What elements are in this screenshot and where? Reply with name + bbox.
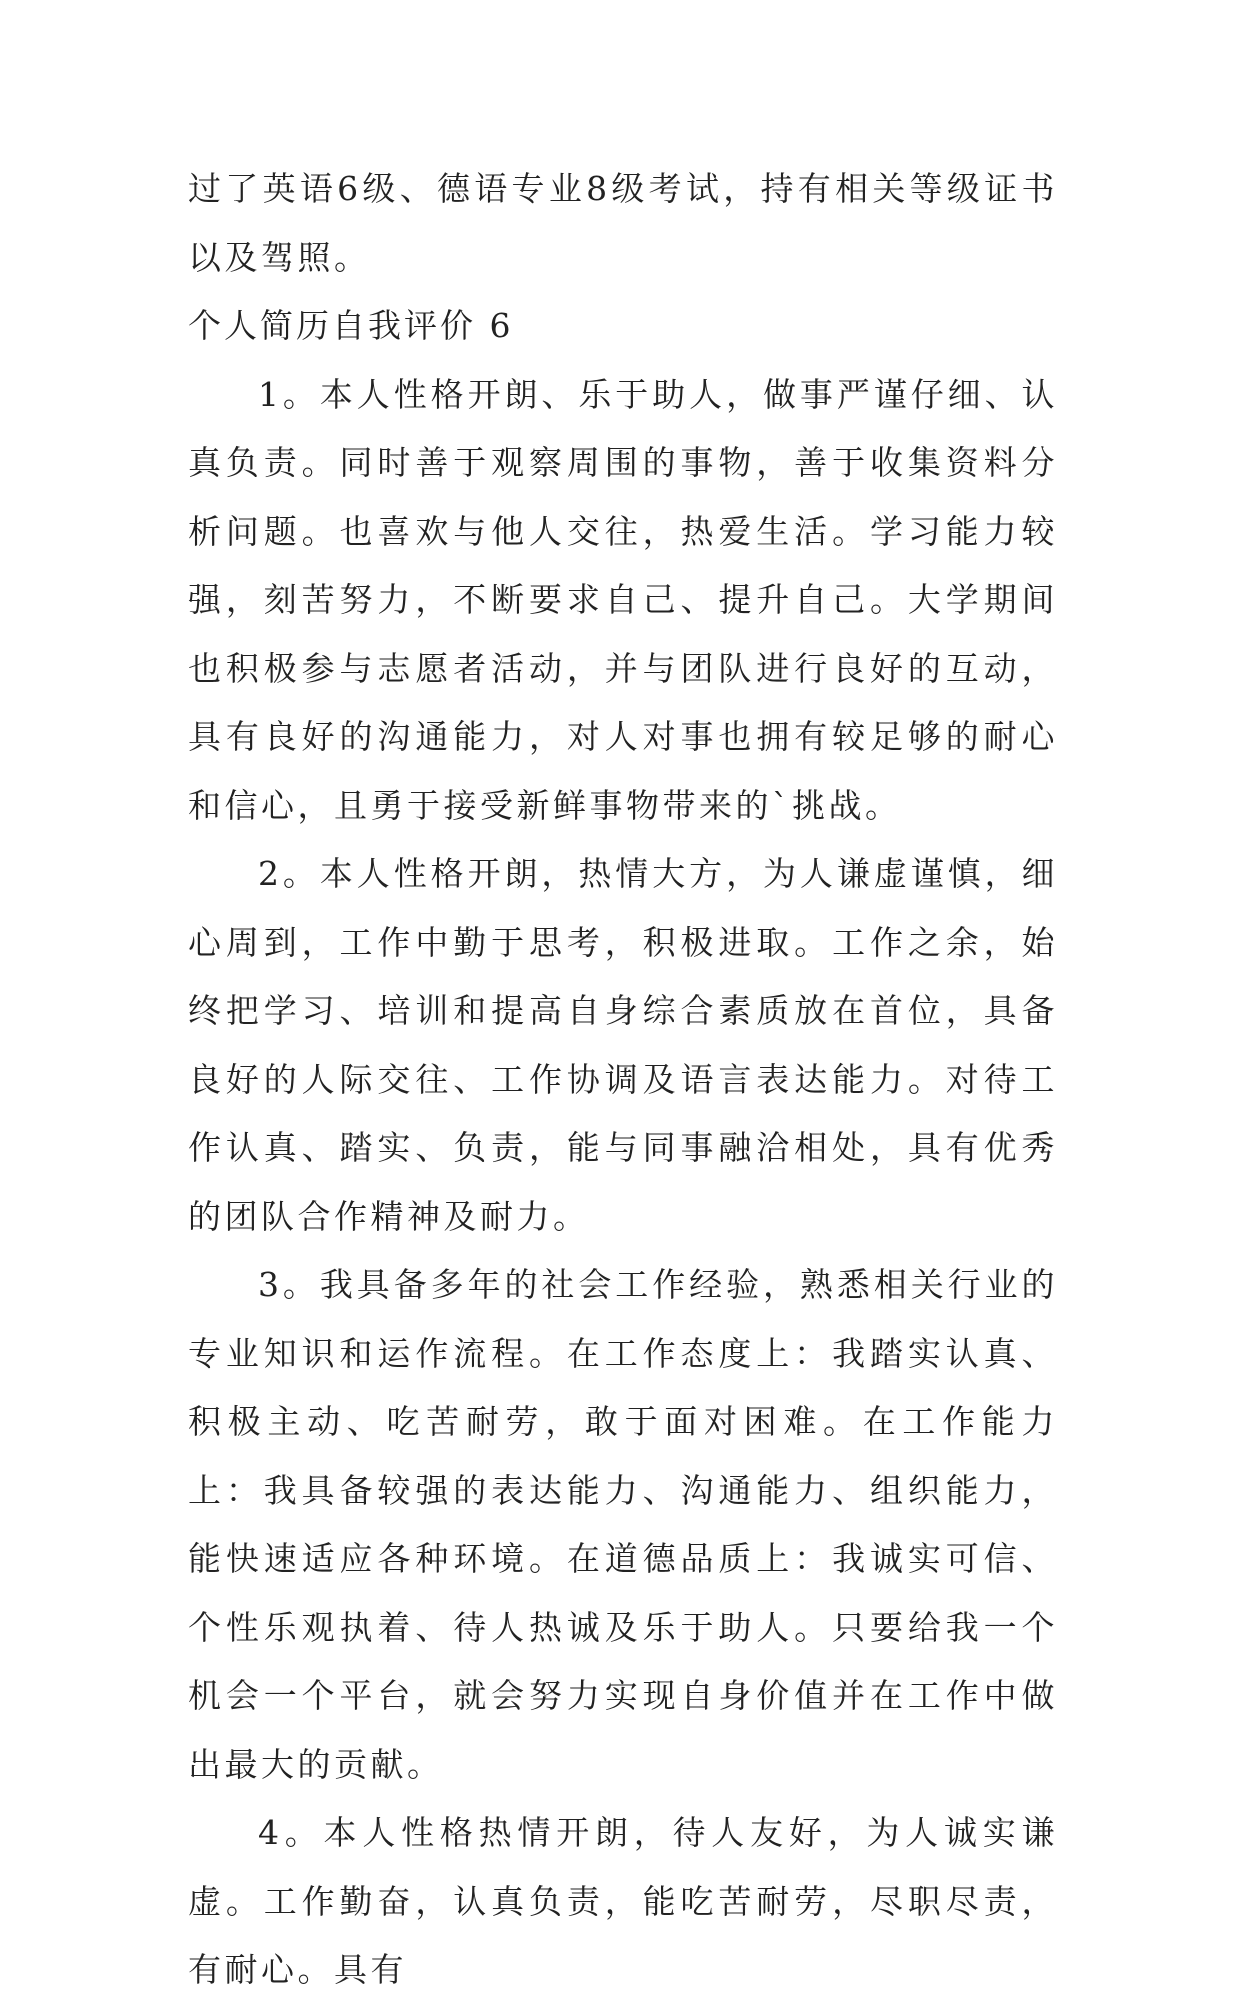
paragraph-3: 3。我具备多年的社会工作经验，熟悉相关行业的专业知识和运作流程。在工作态度上：我踏实认真、积极主动、吃苦耐劳，敢于面对困难。在工作能力上：我具备较强的表达能力、沟通能力、组织能力，能快速适应各种环境。在道德品质上：我诚实可信、个性乐观执着、待人热诚及乐于助人。只要给我一个机会一个平台，就会努力实现自身价值并在工作中做出最大的贡献。	[188, 1265, 1058, 1784]
paragraph-1: 1。本人性格开朗、乐于助人，做事严谨仔细、认真负责。同时善于观察周围的事物，善于收集资料分析问题。也喜欢与他人交往，热爱生活。学习能力较强，刻苦努力，不断要求自己、提升自己。大学期间也积极参与志愿者活动，并与团队进行良好的互动，具有良好的沟通能力，对人对事也拥有较足够的耐心和信心，且勇于接受新鲜事物带来的`挑战。	[188, 374, 1058, 825]
paragraph-4: 4。本人性格热情开朗，待人友好，为人诚实谦虚。工作勤奋，认真负责，能吃苦耐劳，尽职尽责，有耐心。具有	[188, 1813, 1058, 1989]
paragraph-2: 2。本人性格开朗，热情大方，为人谦虚谨慎，细心周到，工作中勤于思考，积极进取。工作之余，始终把学习、培训和提高自身综合素质放在首位，具备良好的人际交往、工作协调及语言表达能力。对待工作认真、踏实、负责，能与同事融洽相处，具有优秀的团队合作精神及耐力。	[188, 854, 1058, 1236]
intro-paragraph: 过了英语6级、德语专业8级考试，持有相关等级证书以及驾照。	[188, 169, 1058, 277]
document-body	[188, 155, 1058, 2005]
section-heading: 个人简历自我评价 6	[188, 306, 514, 345]
